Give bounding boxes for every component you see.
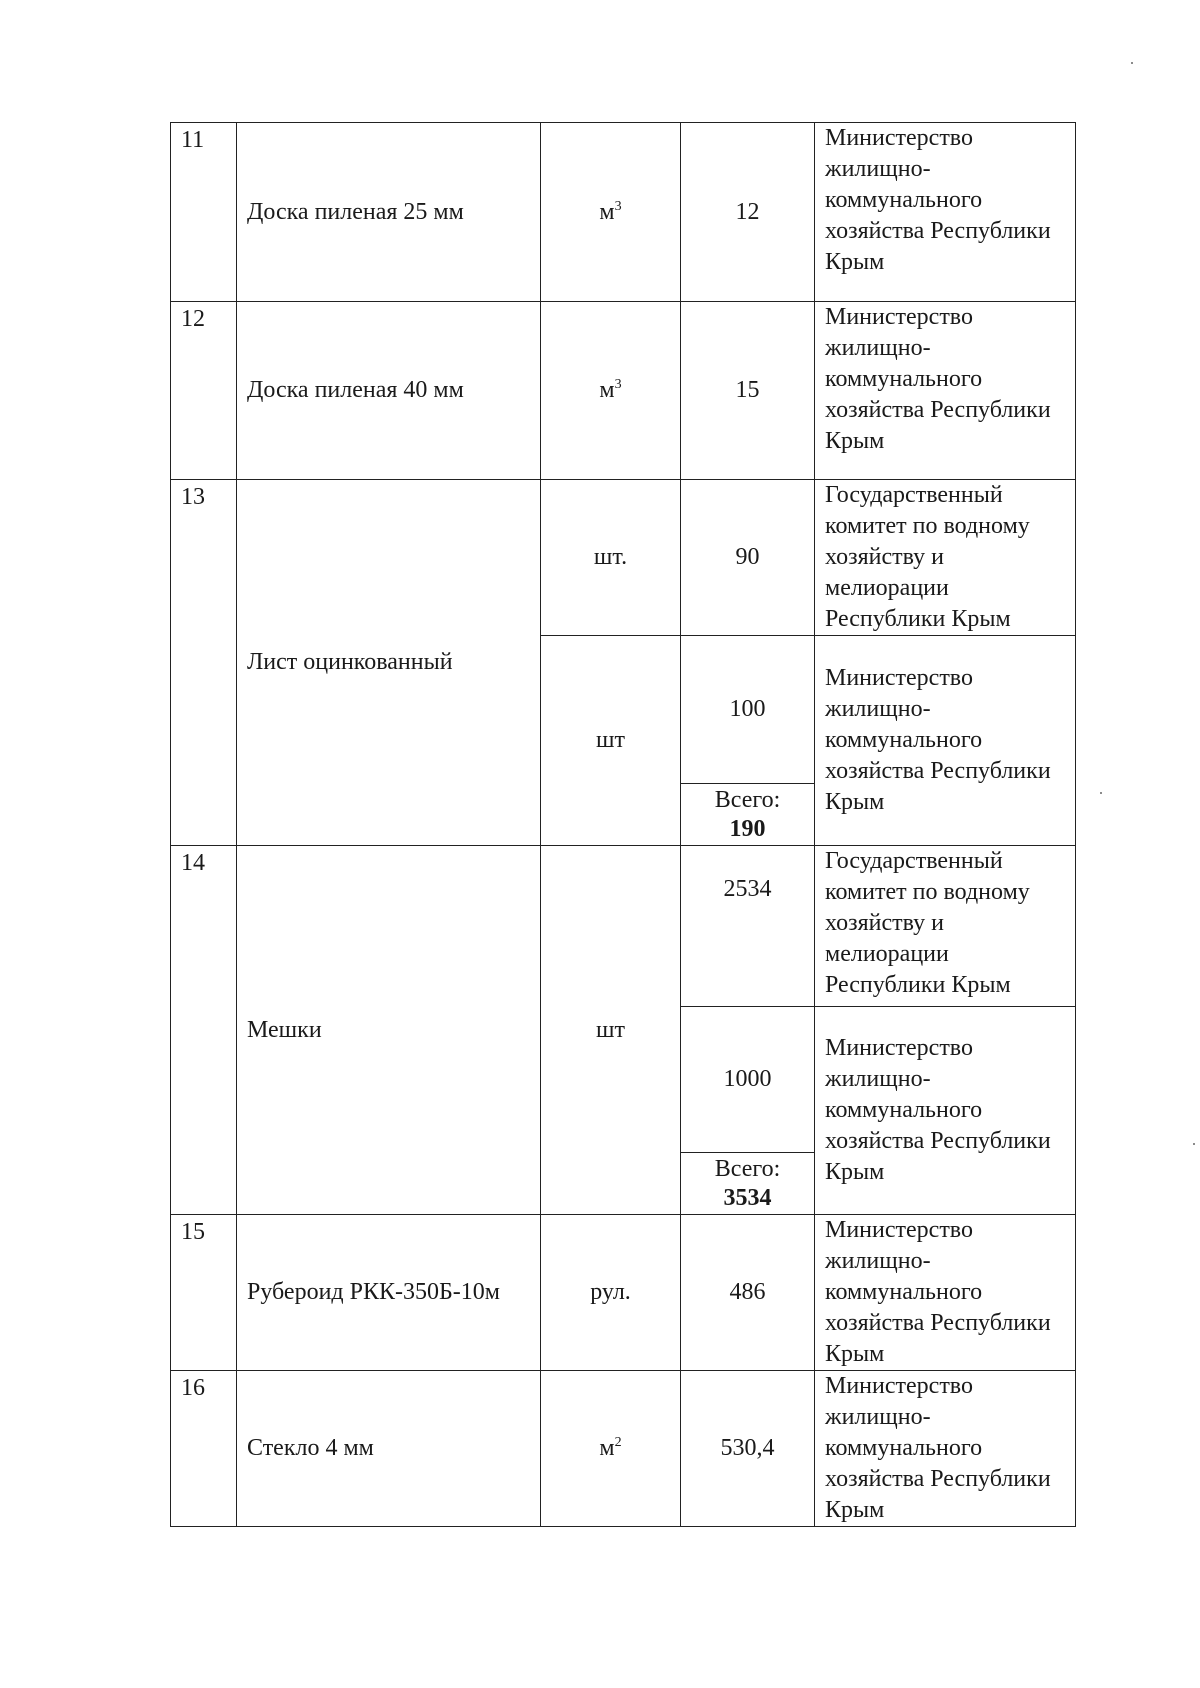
unit-text: м [599,377,615,403]
total-cell [681,784,815,846]
scan-speck [1193,1143,1195,1145]
total-value: 3534 [723,1184,772,1211]
quantity: 100 [681,636,815,784]
material-name: Рубероид РКК-350Б-10м [237,1215,541,1371]
unit-exponent: 2 [614,1435,622,1450]
row-number: 15 [171,1215,237,1371]
material-name: Доска пиленая 40 мм [237,302,541,480]
unit-cell: рул. [541,1215,681,1371]
row-number: 16 [171,1371,237,1527]
table-row [171,846,1076,1007]
unit-text: м [599,1435,615,1461]
scan-speck [1131,62,1133,64]
quantity: 2534 [681,846,815,1007]
quantity: 15 [681,302,815,480]
row-number: 14 [171,846,237,1215]
organization: Министерство жилищно-коммунального хозяйства Республики Крым [815,1007,1076,1215]
total-label: Всего: [714,786,781,813]
unit-cell: шт [541,636,681,846]
unit-cell [541,123,681,302]
material-name: Доска пиленая 25 мм [237,123,541,302]
material-name: Стекло 4 мм [237,1371,541,1527]
quantity: 90 [681,480,815,636]
organization: Министерство жилищно-коммунального хозяйства Республики Крым [815,1215,1076,1371]
materials-table [170,122,1076,1527]
organization: Министерство жилищно-коммунального хозяйства Республики Крым [815,636,1076,846]
material-name: Лист оцинкованный [237,480,541,846]
quantity: 530,4 [681,1371,815,1527]
scan-speck [1100,792,1102,794]
quantity: 1000 [681,1007,815,1153]
organization: Министерство жилищно-коммунального хозяйства Республики Крым [815,1371,1076,1527]
total-cell [681,1153,815,1215]
organization: Государственный комитет по водному хозяйству и мелиорации Республики Крым [815,480,1076,636]
material-name: Мешки [237,846,541,1215]
table-row [171,480,1076,636]
total-label: Всего: [714,1155,781,1182]
unit-cell: шт. [541,480,681,636]
unit-text: м [599,198,615,225]
quantity: 12 [681,123,815,302]
unit-cell [541,302,681,480]
table-row [171,302,1076,480]
row-number: 12 [171,302,237,480]
quantity: 486 [681,1215,815,1371]
unit-cell [541,1371,681,1527]
organization: Министерство жилищно-коммунального хозяйства Республики Крым [815,302,1076,480]
table-row [171,123,1076,302]
row-number: 13 [171,480,237,846]
table-row [171,1371,1076,1527]
unit-cell: шт [541,846,681,1215]
unit-exponent: 3 [614,198,622,214]
organization: Министерство жилищно-коммунального хозяйства Республики Крым [815,123,1076,302]
total-value: 190 [729,815,766,842]
unit-exponent: 3 [614,377,622,392]
organization: Государственный комитет по водному хозяйству и мелиорации Республики Крым [815,846,1076,1007]
row-number: 11 [171,123,237,302]
table-row [171,1215,1076,1371]
